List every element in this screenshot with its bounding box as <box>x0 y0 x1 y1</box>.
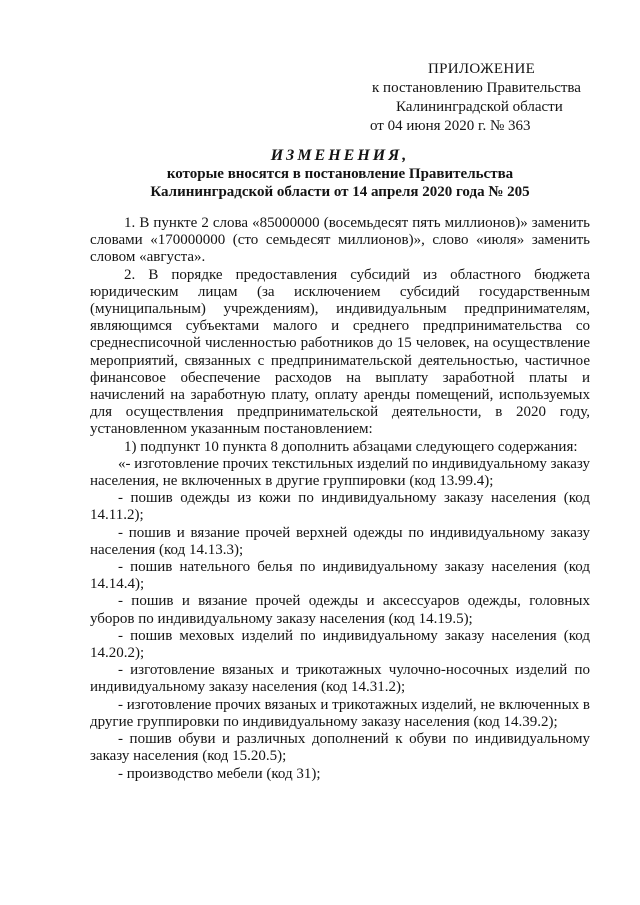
list-item: - пошив нательного белья по индивидуальному заказу населения (код 14.14.4); <box>90 559 590 593</box>
paragraph-3: 1) подпункт 10 пункта 8 дополнить абзацами следующего содержания: <box>124 438 578 455</box>
appendix-line-3: от 04 июня 2020 г. № 363 <box>370 118 531 134</box>
paragraph-1: 1. В пункте 2 слова «85000000 (восемьдесят пять миллионов)» заменить словами «170000000 (сто семьдесят миллионов)», слово «июля» заменить словом «августа». <box>90 215 590 266</box>
title-main: ИЗМЕНЕНИЯ, <box>270 147 410 164</box>
appendix-line-1: к постановлению Правительства <box>372 80 581 96</box>
list-item: - пошив обуви и различных дополнений к обуви по индивидуальному заказу населения (код 15.20.5); <box>90 731 590 765</box>
list-item: - изготовление вязаных и трикотажных чулочно-носочных изделий по индивидуальному заказу населения (код 14.31.2); <box>90 662 590 696</box>
list-item: - пошив одежды из кожи по индивидуальному заказу населения (код 14.11.2); <box>90 490 590 524</box>
title-line-1: которые вносятся в постановление Правительства <box>166 166 514 182</box>
document-title <box>90 147 590 201</box>
list-item: - производство мебели (код 31); <box>118 765 321 782</box>
appendix-title: ПРИЛОЖЕНИЕ <box>428 61 536 77</box>
list-item: - пошив меховых изделий по индивидуальному заказу населения (код 14.20.2); <box>90 627 590 662</box>
list-item: - изготовление прочих вязаных и трикотажных изделий, не включенных в другие группировки по индивидуальному заказу населения (код 14.39.2); <box>90 696 590 730</box>
list-item: - пошив и вязание прочей верхней одежды по индивидуальному заказу населения (код 14.13.3); <box>90 524 590 558</box>
title-line-2: Калининградской области от 14 апреля 2020 года № 205 <box>150 184 530 200</box>
paragraph-2: 2. В порядке предоставления субсидий из областного бюджета юридическим лицам (за исключением субсидий государственным (муниципальным) учреждениям), индивидуальным предпринимателям, являющимся субъектами малого и среднего предпринимательства со среднесписочной численностью работников до 15 человек, на осуществление мероприятий, связанных с предпринимательской деятельностью, частичное финансовое обеспечение расходов на выплату заработной платы и начислений на заработную плату, оплату аренды помещений, используемых для осуществления предпринимательской деятельности, в 2020 году, установленном указанным постановлением: <box>90 266 590 438</box>
list-item: - пошив и вязание прочей одежды и аксессуаров одежды, головных уборов по индивидуальному заказу населения (код 14.19.5); <box>90 593 590 627</box>
list-item: «- изготовление прочих текстильных изделий по индивидуальному заказу населения, не включенных в другие группировки (код 13.99.4); <box>90 455 590 490</box>
appendix-header <box>360 60 600 136</box>
document-body <box>90 215 590 783</box>
appendix-line-2: Калининградской области <box>396 99 563 115</box>
